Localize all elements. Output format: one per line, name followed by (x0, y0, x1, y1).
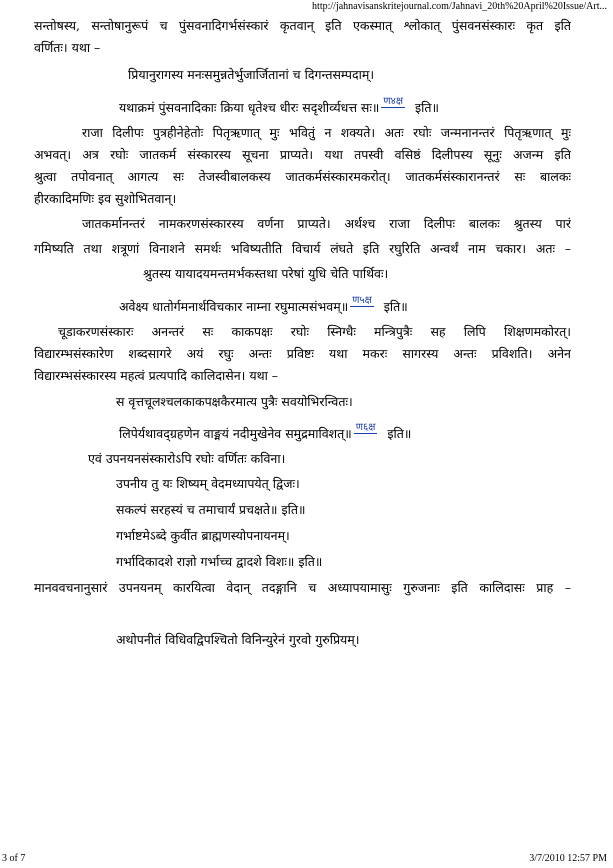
verse-line: प्रियानुरागस्य मनःसमुन्नतेर्भुजार्जितानां च दिगन्तसम्पदाम्। (128, 67, 375, 82)
footnote-link[interactable]: ण५क्ष (352, 295, 372, 306)
page-url: http://jahnavisanskritejournal.com/Jahnavi_20th%20April%20Issue/Art... (312, 1, 607, 12)
text-line: अभवत्। अत्र रघोः जातकर्म संस्कारस्य सूचना प्राप्यते। यथा तपस्वी वसिष्ठं दिलीपस्य सूनुः अजन्म इति (34, 147, 571, 162)
verse-line: सकल्पं सरहस्यं च तमाचार्यं प्रचक्षते॥ इति॥ (116, 502, 306, 517)
text-line: एवं उपनयनसंस्कारोऽपि रघोः वर्णितः कविना। (88, 451, 286, 466)
verse-line: गर्भाष्टमेऽब्दे कुर्वीत ब्राह्मणस्योपनायनम्। (116, 528, 290, 543)
iti-marker: इति॥ (387, 426, 412, 441)
text-line: वर्णितः। यथा – (34, 40, 101, 55)
text-line: विद्यारम्भसंस्कारस्य महत्वं प्रत्यपादि कालिदासेन। यथा – (34, 368, 279, 383)
text-line: चूडाकरणसंस्कारः अनन्तरं सः काकपक्षः रघोः स्निग्धैः मन्त्रिपुत्रैः सह लिपि शिक्षणमकोरत्। (58, 324, 571, 339)
verse-line: स वृत्तचूलश्चलकाकपक्षकैरमात्य पुत्रैः सवयोभिरन्वितः। (116, 394, 353, 409)
text-line: श्रुत्वा तपोवनात् आगत्य सः तेजस्वीबालकस्य जातकर्मसंस्कारमकरोत्। जातकर्मसंस्कारानन्तरं सः बालकः (34, 169, 571, 184)
text-line: जातकर्मानन्तरं नामकरणसंस्कारस्य वर्णना प्राप्यते। अर्थश्च राजा दिलीपः बालकः श्रुतस्य पारं (82, 216, 571, 231)
verse-line (119, 422, 412, 442)
verse-line (119, 295, 408, 315)
iti-marker: इति॥ (415, 100, 440, 115)
verse-text: अवेक्ष्य धातोर्गमनार्थविचकार नाम्ना रघुमात्मसंभवम्॥ (119, 299, 349, 314)
text-line: मानववचनानुसारं उपनयनम् कारयित्वा वेदान् तदङ्गानि च अध्यापयामासुः गुरुजनाः इति कालिदासः प्राह – (34, 580, 571, 595)
iti-marker: इति॥ (383, 299, 408, 314)
footnote-link[interactable]: ण६क्ष (355, 422, 376, 433)
verse-text: लिपेर्यथावद्ग्रहणेन वाङ्मयं नदीमुखेनेव समुद्रमाविशत्॥ (119, 426, 352, 441)
verse-text: यथाक्रमं पुंसवनादिकाः क्रिया धृतेश्च धीरः सदृशीर्व्यधत्त सः॥ (119, 100, 380, 115)
text-line: सन्तोषस्य, सन्तोषानुरूपं च पुंसवनादिगर्भसंस्कारं कृतवान् इति एकस्मात् श्लोकात् पुंसवनसंस्कारः कृत इति (34, 18, 571, 33)
footnote-link[interactable]: ण४क्ष (383, 96, 404, 107)
verse-line: अथोपनीतं विधिवद्विपश्चितो विनिन्युरेनं गुरवो गुरुप्रियम्। (116, 632, 360, 647)
page-number: 3 of 7 (2, 853, 26, 864)
verse-line: श्रुतस्य यायादयमन्तमर्भकस्तथा परेषां युधि चेति पार्थिवः। (143, 266, 389, 281)
print-datetime: 3/7/2010 12:57 PM (529, 853, 607, 864)
text-line: राजा दिलीपः पुत्रहीनेहेतोः पितृऋणात् मुः भवितुं न शक्यते। अतः रघोः जन्मनानन्तरं पितृऋणात् मुः (82, 125, 571, 140)
verse-line: गर्भादिकादशे राज्ञो गर्भाच्च द्वादशे विशः॥ इति॥ (116, 554, 323, 569)
text-line: गमिष्यति तथा शत्रूणां विनाशने समर्थः भविष्यतीति विचार्य लंघते इति रघुरिति अन्वर्थं नाम चकार। अतः – (34, 241, 571, 256)
text-line: हीरकादिमणिः इव सुशोभितवान्। (34, 191, 177, 206)
verse-line (119, 96, 440, 116)
verse-line: उपनीय तु यः शिष्यम् वेदमध्यापयेत् द्विजः। (116, 476, 300, 491)
text-line: विद्यारम्भसंस्कारेण शब्दसागरे अयं रघुः अन्तः प्रविष्टः यथा मकरः सागरस्य अन्तः प्रविशति। अनेन (34, 346, 571, 361)
